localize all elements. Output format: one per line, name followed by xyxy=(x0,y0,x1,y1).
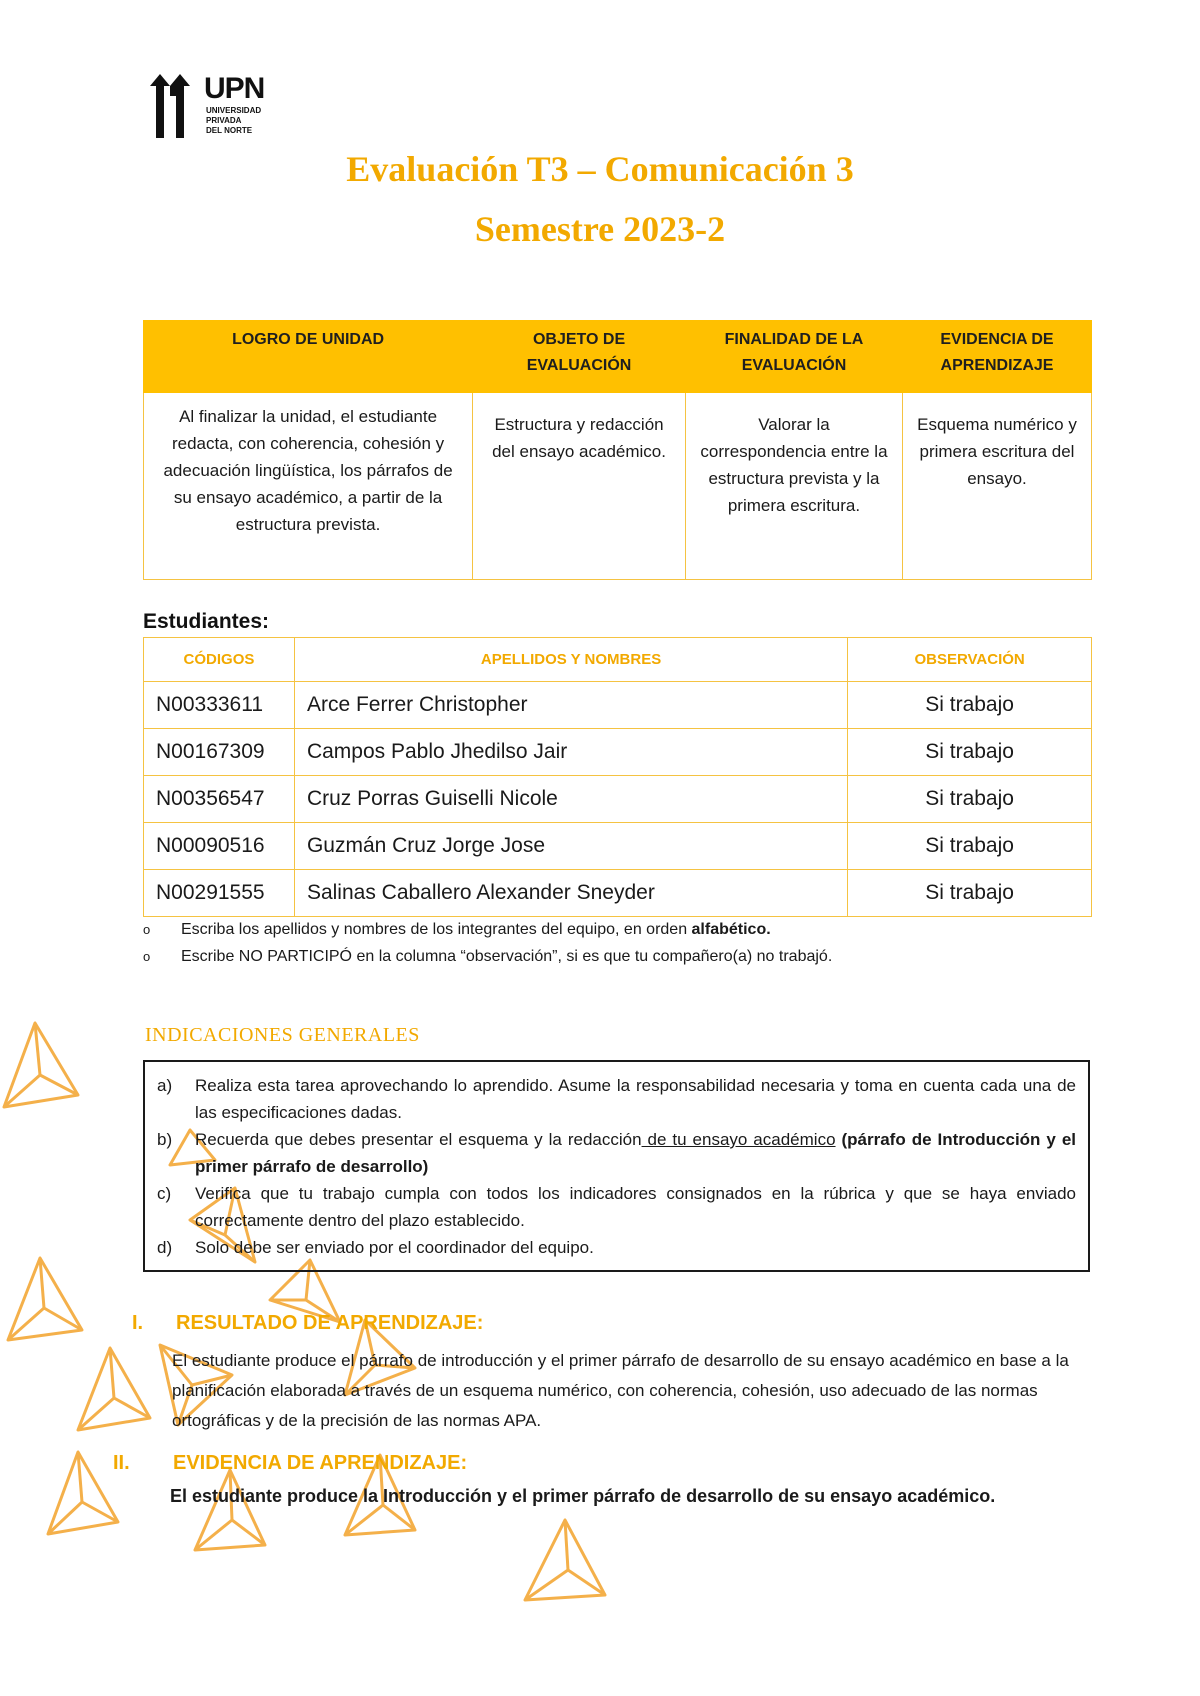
item-label: b) xyxy=(157,1130,173,1149)
cell-evidencia xyxy=(902,393,1091,580)
section-1-title: RESULTADO DE APRENDIZAJE: xyxy=(176,1312,484,1334)
item-text: Realiza esta tarea aprovechando lo aprendido. Asume la responsabilidad necesaria y toma en cuenta cada una de las especificaciones dadas. xyxy=(195,1076,1076,1122)
header-observacion: OBSERVACIÓN xyxy=(848,638,1092,682)
upn-logo xyxy=(150,72,265,138)
section-1-body: El estudiante produce el párrafo de introducción y el primer párrafo de desarrollo de su ensayo académico en base a la planificación elaborada a través de un esquema numérico, con coherencia, cohesión, uso adecuado de las normas ortográficas y de la precisión de las normas APA. xyxy=(172,1351,1069,1430)
note-alphabetical xyxy=(143,916,832,943)
student-code: N00356547 xyxy=(144,776,295,823)
note-no-participo xyxy=(143,943,832,970)
table-row xyxy=(144,823,1092,870)
student-name: Guzmán Cruz Jorge Jose xyxy=(294,823,847,870)
student-name: Salinas Caballero Alexander Sneyder xyxy=(294,870,847,917)
student-code: N00167309 xyxy=(144,729,295,776)
student-code: N00291555 xyxy=(144,870,295,917)
student-observation: Si trabajo xyxy=(848,870,1092,917)
logo-subtitle: UNIVERSIDAD PRIVADA DEL NORTE xyxy=(206,106,262,135)
bullet-icon: o xyxy=(143,922,151,937)
section-2-heading xyxy=(113,1452,467,1475)
triangle-icon xyxy=(48,1452,118,1534)
student-code: N00090516 xyxy=(144,823,295,870)
logo-brand: UPN xyxy=(204,72,265,105)
cell-logro-text: Al finalizar la unidad, el estudiante redacta, con coherencia, cohesión y adecuación lingüística, los párrafos de su ensayo académico, a partir de la estructura prevista. xyxy=(163,407,453,534)
student-name: Cruz Porras Guiselli Nicole xyxy=(294,776,847,823)
cell-objeto xyxy=(473,393,686,580)
triangle-icon xyxy=(4,1023,78,1107)
student-notes xyxy=(143,916,832,970)
indicaciones-title: INDICACIONES GENERALES xyxy=(145,1024,420,1046)
section-1-heading xyxy=(130,1312,483,1335)
student-observation: Si trabajo xyxy=(848,823,1092,870)
triangle-icon xyxy=(525,1520,605,1600)
header-logro: LOGRO DE UNIDAD xyxy=(144,321,473,393)
table-row xyxy=(144,729,1092,776)
item-text: Verifica que tu trabajo cumpla con todos los indicadores consignados en la rúbrica y que se haya enviado correctamente dentro del plazo establecido. xyxy=(195,1184,1076,1230)
evaluation-info-table xyxy=(143,320,1092,580)
student-observation: Si trabajo xyxy=(848,776,1092,823)
cell-finalidad xyxy=(685,393,902,580)
triangle-icon xyxy=(78,1348,150,1430)
student-observation: Si trabajo xyxy=(848,682,1092,729)
item-text: Solo debe ser enviado por el coordinador del equipo. xyxy=(195,1238,594,1257)
students-table xyxy=(143,637,1092,917)
note-2-text: Escribe NO PARTICIPÓ en la columna “observación”, si es que tu compañero(a) no trabajó. xyxy=(181,948,833,965)
note-1-bold: alfabético. xyxy=(691,921,771,938)
table-row xyxy=(144,682,1092,729)
students-header-row xyxy=(144,638,1092,682)
page-subtitle: Semestre 2023-2 xyxy=(474,209,726,249)
section-1-number: I. xyxy=(132,1312,144,1334)
indicaciones-box xyxy=(143,1060,1090,1272)
list-item xyxy=(157,1072,1076,1126)
header-evidencia-text: EVIDENCIA DE APRENDIZAJE xyxy=(940,331,1054,374)
upn-arrow-icon xyxy=(150,74,202,138)
table-row xyxy=(144,870,1092,917)
header-finalidad xyxy=(685,321,902,393)
section-2-number: II. xyxy=(113,1452,130,1474)
triangle-icon xyxy=(195,1470,265,1550)
table-row xyxy=(144,776,1092,823)
header-finalidad-text: FINALIDAD DE LA EVALUACIÓN xyxy=(724,331,864,374)
item-label: c) xyxy=(157,1184,172,1203)
item-b-pre: Recuerda que debes presentar el esquema y la redacción xyxy=(195,1130,642,1149)
list-item xyxy=(157,1126,1076,1180)
bullet-icon: o xyxy=(143,949,151,964)
header-apellidos: APELLIDOS Y NOMBRES xyxy=(294,638,847,682)
item-label: d) xyxy=(157,1238,173,1257)
table-header-row xyxy=(144,321,1092,393)
students-label: Estudiantes: xyxy=(143,610,270,633)
section-2-body: El estudiante produce la Introducción y el primer párrafo de desarrollo de su ensayo académico. xyxy=(170,1486,996,1506)
header-objeto-text: OBJETO DE EVALUACIÓN xyxy=(526,331,632,374)
cell-logro xyxy=(144,393,473,580)
cell-objeto-text: Estructura y redacción del ensayo académico. xyxy=(492,415,666,461)
note-1-text: Escriba los apellidos y nombres de los integrantes del equipo, en orden xyxy=(181,921,692,938)
cell-finalidad-text: Valorar la correspondencia entre la estructura prevista y la primera escritura. xyxy=(700,415,888,515)
header-evidencia xyxy=(902,321,1091,393)
list-item xyxy=(157,1234,1076,1261)
item-b-bold: (párrafo de Introducción y el primer párrafo de desarrollo) xyxy=(195,1130,1076,1176)
student-observation: Si trabajo xyxy=(848,729,1092,776)
student-code: N00333611 xyxy=(144,682,295,729)
triangle-icon xyxy=(8,1258,82,1340)
page-title: Evaluación T3 – Comunicación 3 xyxy=(346,149,854,189)
student-name: Campos Pablo Jhedilso Jair xyxy=(294,729,847,776)
list-item xyxy=(157,1180,1076,1234)
student-name: Arce Ferrer Christopher xyxy=(294,682,847,729)
header-objeto xyxy=(473,321,686,393)
cell-evidencia-text: Esquema numérico y primera escritura del ensayo. xyxy=(917,415,1077,488)
item-label: a) xyxy=(157,1076,173,1095)
item-b-underlined: de tu ensayo académico xyxy=(641,1130,836,1149)
section-2-title: EVIDENCIA DE APRENDIZAJE: xyxy=(173,1452,468,1474)
item-text xyxy=(195,1126,1076,1180)
table-row xyxy=(144,393,1092,580)
header-codigos: CÓDIGOS xyxy=(144,638,295,682)
